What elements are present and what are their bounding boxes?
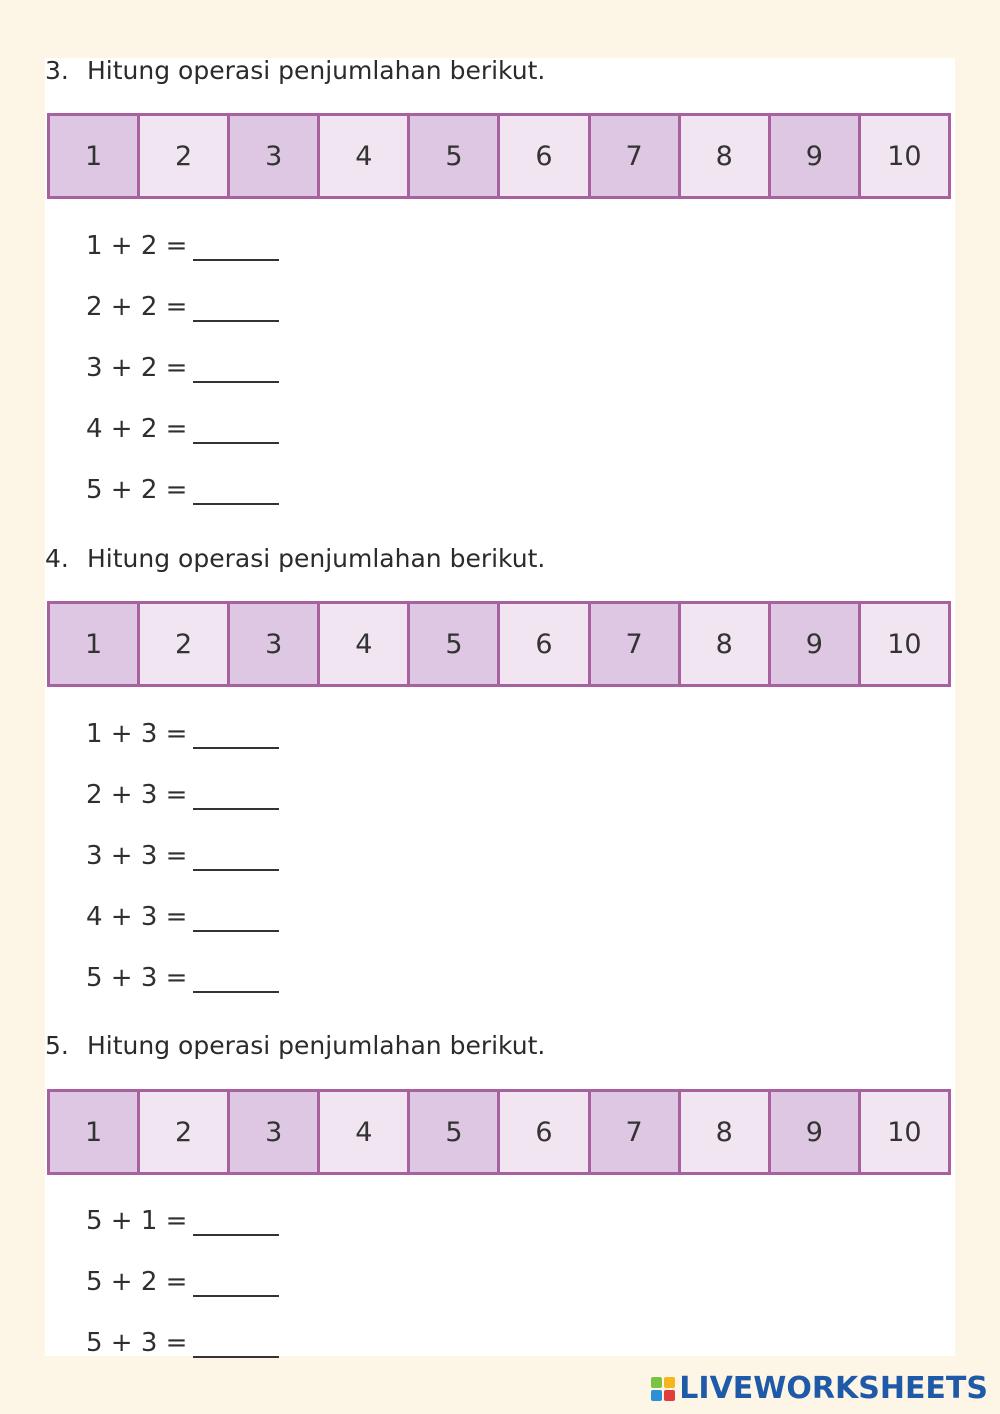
equation-text: 2 + 3 = <box>86 780 188 810</box>
number-cell: 8 <box>681 604 771 684</box>
number-cell: 2 <box>140 1092 230 1172</box>
number-cell: 3 <box>230 116 320 196</box>
section-number: 3. <box>45 56 69 85</box>
section-title-text: Hitung operasi penjumlahan berikut. <box>87 544 546 573</box>
equation-row <box>86 780 279 810</box>
number-cell: 3 <box>230 604 320 684</box>
section-number: 5. <box>45 1031 69 1060</box>
number-cell: 10 <box>861 604 948 684</box>
worksheet <box>45 58 955 1356</box>
number-cell: 10 <box>861 1092 948 1172</box>
section-number: 4. <box>45 544 69 573</box>
number-cell: 6 <box>500 116 590 196</box>
equation-text: 5 + 3 = <box>86 963 188 993</box>
equation-text: 5 + 3 = <box>86 1328 188 1358</box>
liveworksheets-logo-icon <box>651 1377 675 1401</box>
equation-text: 1 + 2 = <box>86 231 188 261</box>
equation-row <box>86 1206 279 1236</box>
number-cell: 7 <box>591 116 681 196</box>
number-cell: 6 <box>500 604 590 684</box>
number-cell: 5 <box>410 1092 500 1172</box>
number-cell: 3 <box>230 1092 320 1172</box>
answer-blank[interactable] <box>193 233 279 261</box>
equation-text: 4 + 2 = <box>86 414 188 444</box>
number-cell: 9 <box>771 116 861 196</box>
number-cell: 4 <box>320 1092 410 1172</box>
section-4-title <box>45 544 545 574</box>
number-cell: 5 <box>410 116 500 196</box>
number-cell: 4 <box>320 116 410 196</box>
answer-blank[interactable] <box>193 416 279 444</box>
number-cell: 1 <box>50 1092 140 1172</box>
equation-row <box>86 719 279 749</box>
answer-blank[interactable] <box>193 843 279 871</box>
section-3-title <box>45 56 545 86</box>
number-cell: 4 <box>320 604 410 684</box>
number-cell: 7 <box>591 1092 681 1172</box>
equation-row <box>86 292 279 322</box>
brand-name: LIVEWORKSHEETS <box>679 1371 988 1406</box>
equation-row <box>86 841 279 871</box>
number-cell: 10 <box>861 116 948 196</box>
equation-text: 3 + 3 = <box>86 841 188 871</box>
liveworksheets-brand[interactable] <box>651 1371 988 1406</box>
answer-blank[interactable] <box>193 477 279 505</box>
answer-blank[interactable] <box>193 904 279 932</box>
equation-text: 2 + 2 = <box>86 292 188 322</box>
equation-row <box>86 475 279 505</box>
number-cell: 1 <box>50 116 140 196</box>
equation-row <box>86 1328 279 1358</box>
equation-row <box>86 1267 279 1297</box>
equation-text: 5 + 1 = <box>86 1206 188 1236</box>
number-cell: 9 <box>771 604 861 684</box>
equation-row <box>86 231 279 261</box>
section-title-text: Hitung operasi penjumlahan berikut. <box>87 1031 546 1060</box>
number-cell: 1 <box>50 604 140 684</box>
equation-text: 4 + 3 = <box>86 902 188 932</box>
answer-blank[interactable] <box>193 1269 279 1297</box>
equation-row <box>86 353 279 383</box>
number-cell: 6 <box>500 1092 590 1172</box>
number-cell: 8 <box>681 1092 771 1172</box>
number-cell: 7 <box>591 604 681 684</box>
number-cell: 2 <box>140 116 230 196</box>
number-cell: 8 <box>681 116 771 196</box>
answer-blank[interactable] <box>193 1330 279 1358</box>
section-title-text: Hitung operasi penjumlahan berikut. <box>87 56 546 85</box>
number-cell: 5 <box>410 604 500 684</box>
number-line <box>47 113 951 199</box>
answer-blank[interactable] <box>193 965 279 993</box>
equation-text: 5 + 2 = <box>86 475 188 505</box>
answer-blank[interactable] <box>193 355 279 383</box>
answer-blank[interactable] <box>193 721 279 749</box>
number-cell: 9 <box>771 1092 861 1172</box>
equation-row <box>86 414 279 444</box>
equation-text: 1 + 3 = <box>86 719 188 749</box>
equation-row <box>86 902 279 932</box>
section-5-title <box>45 1031 545 1061</box>
answer-blank[interactable] <box>193 294 279 322</box>
answer-blank[interactable] <box>193 782 279 810</box>
equation-text: 5 + 2 = <box>86 1267 188 1297</box>
number-line <box>47 1089 951 1175</box>
equation-text: 3 + 2 = <box>86 353 188 383</box>
number-cell: 2 <box>140 604 230 684</box>
answer-blank[interactable] <box>193 1208 279 1236</box>
number-line <box>47 601 951 687</box>
equation-row <box>86 963 279 993</box>
